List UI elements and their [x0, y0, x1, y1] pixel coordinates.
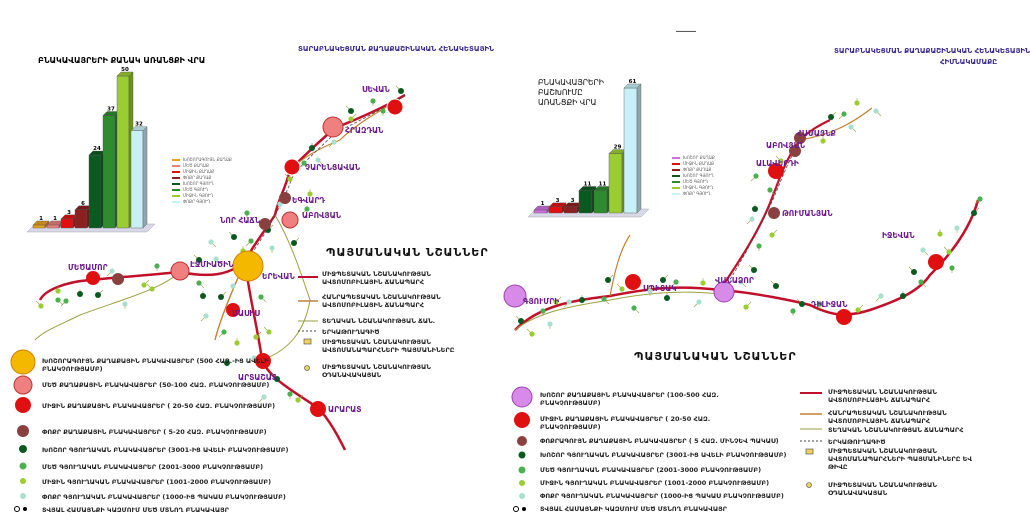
village-marker — [954, 225, 959, 230]
right-line-legend-3: ԵՐԿԱԹՈՒՂԱԳԻԾ — [828, 438, 886, 446]
village-marker — [331, 139, 336, 144]
chart-bar — [609, 150, 626, 213]
chart-value-label: 32 — [135, 121, 143, 128]
right-city-labels — [523, 129, 915, 309]
city-marker-ijevan — [928, 254, 944, 270]
village-marker — [55, 297, 60, 302]
right-line-legend-2: ՏԵՂԱԿԱՆ ՆՇԱՆԱԿՈՒԹՅԱՆ ՃԱՆԱՊԱՐՀ — [828, 426, 964, 434]
right-city-markers — [504, 132, 944, 325]
city-label: ՉԱՐԵՆՑԱՎԱՆ — [305, 163, 361, 172]
chart-bar — [131, 127, 147, 228]
right-legend-item-4: ՄԵԾ ԳՅՈՒՂԱԿԱՆ ԲՆԱԿԱՎԱՅՐԵՐ (2001-3000 ԲՆԱԿՉՈՒԹՅԱՄԲ) — [540, 466, 762, 474]
village-marker — [248, 238, 253, 243]
village-marker — [348, 116, 353, 121]
village-marker — [971, 210, 977, 216]
village-marker — [154, 263, 159, 268]
mini-legend-item: ՄԻՋԻՆ ՔԱՂԱՔ — [172, 169, 232, 175]
village-marker — [946, 249, 951, 254]
village-marker — [398, 88, 404, 94]
village-marker — [749, 216, 754, 221]
village-marker — [949, 265, 954, 270]
right-legend-symbols — [512, 387, 532, 512]
village-marker — [141, 282, 146, 287]
right-map-panel — [500, 0, 1030, 531]
top-mark: ―― — [676, 26, 696, 37]
village-marker — [258, 294, 263, 299]
village-marker — [63, 298, 68, 303]
village-marker — [200, 293, 206, 299]
village-marker — [38, 303, 43, 308]
village-marker — [977, 196, 982, 201]
left-legend-item-6: ՄԻՋԻՆ ԳՅՈՒՂԱԿԱՆ ԲՆԱԿԱՎԱՅՐԵՐ (1001-2000 ԲՆԱԿՉՈՒԹՅԱՄԲ) — [42, 478, 272, 486]
city-marker-charentsavan — [284, 159, 300, 175]
chart-value-label: 1 — [53, 215, 57, 222]
chart-value-label: 11 — [583, 181, 592, 188]
village-marker — [911, 269, 917, 275]
right-chart-title: ԲՆԱԿԱՎԱՅՐԵՐԻ ԲԱՇԽՈՒՄԸ ԱՌԱՆՑՔԻ ՎՐԱ — [538, 78, 604, 107]
chart-bar — [594, 186, 611, 213]
village-marker — [743, 304, 748, 309]
right-legend-item-3: ԽՈՇՈՐ ԳՅՈՒՂԱԿԱՆ ԲՆԱԿԱՎԱՅՐԵՐ (3001-ԻՑ ԱՎԵԼԻ ԲՆԱԿՉՈՒԹՅԱՄԲ) — [540, 451, 787, 459]
village-marker — [579, 297, 585, 303]
village-marker — [348, 108, 354, 114]
village-marker — [196, 280, 201, 285]
right-line-legend-1: ՀԱՆՐԱՊԵՏԱԿԱՆ ՆՇԱՆԱԿՈՒԹՅԱՆ ԱՎՏՈՄՈԲԻԼԱՅԻՆ ՃԱՆԱՊԱՐՀ — [828, 409, 947, 425]
village-marker — [664, 295, 670, 301]
right-legend-item-7: ՏՎՅԱԼ ՀԱՄԱՅՆՔԻ ԿԱԶՄՈՒՄ ՄԵԾ ՄՏՆՈՂ ԲՆԱԿԱՎԱՅՐ — [540, 505, 727, 513]
chart-bar — [564, 203, 581, 213]
village-marker — [848, 124, 853, 129]
village-marker — [55, 288, 60, 293]
city-label: ԱՐՏԱՇԱՏ — [238, 373, 278, 382]
right-chart-mini-legend — [672, 155, 715, 197]
right-header-2: ՀԻՄՆԱԿԱՄԱՔԸ — [940, 58, 998, 66]
village-marker — [230, 283, 235, 288]
village-marker — [208, 239, 213, 244]
village-marker — [790, 308, 795, 313]
city-marker-vanadzor — [714, 282, 734, 302]
city-label: ՄԱՍԻՍ — [232, 309, 260, 318]
village-marker — [751, 267, 757, 273]
village-marker — [605, 277, 611, 283]
village-marker — [753, 173, 758, 178]
mini-legend-item: ԽՈՇՈՐ ՔԱՂԱՔ — [672, 155, 715, 161]
left-legend-item-0: ԽՈՇՈՐԱԳՈՒՅՆ ՔԱՂԱՔԱՅԻՆ ԲՆԱԿԱՎԱՅՐԵՐ (500 ՀԱԶ.-ԻՑ ԱՎԵԼԻ ԲՆԱԿՉՈՒԹՅԱՄԲ) — [42, 357, 269, 373]
left-legend-heading: ՊԱՅՄԱՆԱԿԱՆ ՆՇԱՆՆԵՐ — [326, 246, 489, 259]
village-marker — [291, 240, 297, 246]
mini-legend-item: ՓՈՔՐ ԳՅՈՒՂ — [672, 191, 715, 197]
village-marker — [799, 301, 805, 307]
city-label: ՍՊԻՏԱԿ — [643, 284, 677, 293]
village-marker — [769, 232, 774, 237]
city-label: ԷՋՄԻԱԾԻՆ — [190, 260, 234, 269]
chart-bar — [117, 72, 133, 228]
city-label: ՀՐԱԶԴԱՆ — [345, 126, 384, 135]
city-label: ԴԻԼԻՋԱՆ — [811, 300, 848, 309]
city-marker-spitak — [625, 274, 641, 290]
city-label: ՆՈՐ ՀԱՃՆ — [220, 216, 261, 225]
village-marker — [700, 280, 705, 285]
chart-value-label: 61 — [628, 79, 637, 85]
left-chart-title: ԲՆԱԿԱՎԱՅՐԵՐԻ ՔԱՆԱԿ ԱՌԱՆՑՔԻ ՎՐԱ — [38, 56, 206, 65]
village-marker — [315, 157, 320, 162]
city-label: ԻՋԵՎԱՆ — [882, 231, 915, 240]
right-bar-chart — [528, 79, 649, 217]
village-marker — [756, 243, 761, 248]
chart-value-label: 24 — [93, 146, 101, 153]
city-marker-metsamor — [86, 271, 100, 285]
mini-legend-item: ՄԵԾ ԳՅՈՒՂ — [172, 187, 232, 193]
chart-value-label: 3 — [67, 209, 71, 216]
left-line-legend-1: ՀԱՆՐԱՊԵՏԱԿԱՆ ՆՇԱՆԱԿՈՒԹՅԱՆ ԱՎՏՈՄՈԲԻԼԱՅԻՆ ՃԱՆԱՊԱՐՀ — [322, 293, 441, 309]
city-marker-abovyan — [282, 212, 298, 228]
left-legend-item-8: ՏՎՅԱԼ ՀԱՄԱՅՆՔԻ ԿԱԶՄՈՒՄ ՄԵԾ ՄՏՆՈՂ ԲՆԱԿԱՎԱՅՐ — [42, 506, 229, 514]
city-label: ԱԼԱՎԵՐԴԻ — [756, 159, 799, 168]
village-marker — [820, 138, 825, 143]
mini-legend-item: ՄԵԾ ԳՅՈՒՂ — [672, 179, 715, 185]
village-marker — [269, 245, 274, 250]
village-marker — [631, 305, 636, 310]
city-marker-sevan — [387, 99, 403, 115]
left-legend-item-1: ՄԵԾ ՔԱՂԱՔԱՅԻՆ ԲՆԱԿԱՎԱՅՐԵՐ (50-100 ՀԱԶ. ԲՆԱԿՉՈՒԹՅԱՄԲ) — [42, 381, 270, 389]
city-marker-hrazdan — [323, 117, 343, 137]
left-legend-item-7: ՓՈՔՐ ԳՅՈՒՂԱԿԱՆ ԲՆԱԿԱՎԱՅՐԵՐ (1000-ԻՑ ՊԱԿԱՍ ԲՆԱԿՉՈՒԹՅԱՄԲ) — [42, 493, 286, 501]
chart-value-label: 1 — [39, 215, 43, 222]
chart-bar — [579, 186, 596, 213]
village-marker — [261, 394, 266, 399]
village-marker — [370, 98, 375, 103]
city-marker-dilijan — [836, 309, 852, 325]
village-marker — [203, 313, 208, 318]
left-line-legend-5: ՄԻՋՊԵՏԱԿԱՆ ՆՇԱՆԱԿՈՒԹՅԱՆ ՕԴԱՆԱՎԱԿԱՅԱՆ — [322, 363, 431, 379]
village-marker — [855, 307, 860, 312]
chart-value-label: 3 — [570, 197, 575, 204]
city-label: ԵՐԵՎԱՆ — [262, 272, 295, 281]
right-legend-item-1: ՄԻՋԻՆ ՔԱՂԱՔԱՅԻՆ ԲՆԱԿԱՎԱՅՐԵՐ ( 20-50 ՀԱԶ. ԲՆԱԿՉՈՒԹՅԱՄԲ) — [540, 415, 711, 431]
city-label: ՍԵՎԱՆ — [362, 85, 390, 94]
left-line-legend-3: ԵՐԿԱԹՈՒՂԱԳԻԾ — [322, 328, 380, 336]
right-roads — [515, 108, 978, 330]
village-marker — [231, 234, 237, 240]
city-marker-armavir — [112, 273, 124, 285]
chart-value-label: 29 — [613, 144, 622, 151]
village-marker — [900, 293, 906, 299]
village-marker — [878, 293, 883, 298]
mini-legend-item: ՓՈՔՐ ՔԱՂԱՔ — [672, 167, 715, 173]
village-marker — [149, 286, 154, 291]
right-line-legend-4: ՄԻՋՊԵՏԱԿԱՆ ՆՇԱՆԱԿՈՒԹՅԱՆ ԱՎՏՈՄԱՆԱՊԱՐՀՆԵՐԻ ՊԱՅՄԱՆԻՆԵՐԸ ԵՎ ԹԻՎԸ — [828, 447, 973, 471]
village-marker — [234, 340, 239, 345]
village-marker — [773, 283, 779, 289]
city-marker-tumanyan — [768, 207, 780, 219]
village-marker — [828, 114, 834, 120]
village-marker — [295, 397, 300, 402]
right-line-legend-0: ՄԻՋՊԵՏԱԿԱՆ ՆՇԱՆԱԿՈՒԹՅԱՆ ԱՎՏՈՄՈԲԻԼԱՅԻՆ ՃԱՆԱՊԱՐՀ — [828, 388, 937, 404]
city-label: ԱՐԱՐԱՏ — [328, 405, 362, 414]
left-line-legend-4: ՄԻՋՊԵՏԱԿԱՆ ՆՇԱՆԱԿՈՒԹՅԱՆ ԱՎՏՈՄԱՆԱՊԱՐՀՆԵՐԻ ՊԱՅՄԱՆԻՆԵՐԸ — [322, 338, 455, 354]
mini-legend-item: ՄԻՋԻՆ ԳՅՈՒՂ — [172, 193, 232, 199]
village-marker — [841, 111, 846, 116]
left-header: ՏԱՐԱԲՆԱԿԵՑՄԱՆ ՔԱՂԱՔԱՇԻՆԱԿԱՆ ՀԵՆԱԿԵՏԱՅԻՆ — [298, 45, 495, 53]
village-marker — [518, 318, 524, 324]
village-marker — [752, 206, 758, 212]
village-marker — [287, 391, 292, 396]
city-marker-nor-hachn — [259, 218, 271, 230]
chart-value-label: 6 — [81, 200, 85, 207]
mini-legend-item: ՄԵԾ ՔԱՂԱՔ — [172, 163, 232, 169]
right-legend-item-0: ԽՈՇՈՐ ՔԱՂԱՔԱՅԻՆ ԲՆԱԿԱՎԱՅՐԵՐ (100-500 ՀԱԶ. ԲՆԱԿՉՈՒԹՅԱՄԲ) — [540, 391, 719, 407]
village-marker — [122, 301, 127, 306]
village-marker — [380, 108, 385, 113]
left-line-legend-0: ՄԻՋՊԵՏԱԿԱՆ ՆՇԱՆԱԿՈՒԹՅԱՆ ԱՎՏՈՄՈԲԻԼԱՅԻՆ ՃԱՆԱՊԱՐՀ — [322, 270, 431, 286]
city-label: ԱԲՈՎՅԱՆ — [302, 211, 342, 220]
village-marker — [109, 268, 114, 273]
village-marker — [547, 321, 552, 326]
left-chart-mini-legend — [172, 157, 232, 205]
right-line-legend-symbols — [800, 393, 822, 488]
right-legend-item-2: ՓՈՔՐԱԳՈՒՅՆ ՔԱՂԱՔԱՅԻՆ ԲՆԱԿԱՎԱՅՐԵՐ ( 5 ՀԱԶ. ՄԻՆՉԵՎ ՊԱԿԱՍ) — [540, 437, 779, 445]
chart-bar — [89, 151, 105, 228]
left-map-panel — [0, 0, 500, 531]
chart-value-label: 1 — [540, 201, 545, 207]
right-legend-item-5: ՄԻՋԻՆ ԳՅՈՒՂԱԿԱՆ ԲՆԱԿԱՎԱՅՐԵՐ (1001-2000 ԲՆԱԿՉՈՒԹՅԱՄԲ) — [540, 479, 770, 487]
mini-legend-item: ՓՈՔՐ ԳՅՈՒՂ — [172, 199, 232, 205]
right-header: ՏԱՐԱԲՆԱԿԵՑՄԱՆ ՔԱՂԱՔԱՇԻՆԱԿԱՆ ՀԵՆԱԿԵՏԱՅԻՆ — [834, 47, 1030, 55]
right-village-markers — [516, 98, 983, 337]
city-label: ԵԳՎԱՐԴ — [292, 196, 325, 205]
chart-value-label: 3 — [555, 197, 560, 204]
left-legend-item-5: ՄԵԾ ԳՅՈՒՂԱԿԱՆ ԲՆԱԿԱՎԱՅՐԵՐ (2001-3000 ԲՆԱԿՉՈՒԹՅԱՄԲ) — [42, 463, 264, 471]
village-marker — [77, 291, 83, 297]
city-label: ԳՅՈՒՄՐԻ — [523, 297, 560, 306]
village-marker — [218, 294, 224, 300]
village-marker — [221, 329, 226, 334]
village-marker — [660, 277, 666, 283]
village-marker — [601, 296, 606, 301]
left-legend-item-3: ՓՈՔՐ ՔԱՂԱՔԱՅԻՆ ԲՆԱԿԱՎԱՅՐԵՐ ( 5-20 ՀԱԶ. ԲՆԱԿՉՈՒԹՅԱՄԲ) — [42, 428, 267, 436]
village-marker — [540, 308, 545, 313]
village-marker — [854, 100, 859, 105]
village-marker — [767, 187, 772, 192]
left-line-legend-symbols — [298, 277, 318, 371]
village-marker — [244, 210, 249, 215]
mini-legend-item: ԽՈՇՈՐԱԳՈՒՅՆ ՔԱՂԱՔ — [172, 157, 232, 163]
left-legend-item-4: ԽՈՇՈՐ ԳՅՈՒՂԱԿԱՆ ԲՆԱԿԱՎԱՅՐԵՐ (3001-ԻՑ ԱՎԵԼԻ ԲՆԱԿՉՈՒԹՅԱՄԲ) — [42, 446, 289, 454]
city-label: ՀԱՄԱՅՆՔ — [797, 129, 836, 138]
chart-bar — [61, 215, 77, 228]
village-marker — [696, 299, 701, 304]
city-marker-yeghvard — [279, 192, 291, 204]
left-legend-item-2: ՄԻՋԻՆ ՔԱՂԱՔԱՅԻՆ ԲՆԱԿԱՎԱՅՐԵՐ ( 20-50 ՀԱԶ. ԲՆԱԿՉՈՒԹՅԱՄԲ) — [42, 402, 276, 410]
mini-legend-item: ՓՈՔՐ ՔԱՂԱՔ — [172, 175, 232, 181]
right-legend-item-6: ՓՈՔՐ ԳՅՈՒՂԱԿԱՆ ԲՆԱԿԱՎԱՅՐԵՐ (1000-ԻՑ ՊԱԿԱՍ ԲՆԱԿՉՈՒԹՅԱՄԲ) — [540, 492, 784, 500]
left-line-legend-2: ՏԵՂԱԿԱՆ ՆՇԱՆԱԿՈՒԹՅԱՆ ՃԱՆ. — [322, 317, 436, 325]
chart-value-label: 50 — [121, 67, 129, 73]
left-bar-chart — [27, 67, 155, 232]
chart-value-label: 37 — [107, 106, 115, 113]
city-marker-ejmiatsin — [171, 262, 189, 280]
village-marker — [873, 108, 878, 113]
village-marker — [309, 145, 315, 151]
mini-legend-item: ՄԻՋԻՆ ՔԱՂԱՔ — [672, 161, 715, 167]
city-label: ՄԵԾԱՄՈՐ — [68, 263, 108, 272]
village-marker — [920, 247, 925, 252]
village-marker — [566, 299, 571, 304]
city-label: ԹՈՒՄԱՆՅԱՆ — [782, 209, 833, 218]
left-legend-symbols — [11, 350, 35, 512]
village-marker — [937, 231, 942, 236]
mini-legend-item: ՄԻՋԻՆ ԳՅՈՒՂ — [672, 185, 715, 191]
mini-legend-item: ԽՈՇՈՐ ԳՅՈՒՂ — [172, 181, 232, 187]
city-label: ՎԱՆԱՁՈՐ — [715, 276, 754, 285]
village-marker — [619, 286, 624, 291]
village-marker — [266, 329, 271, 334]
city-marker-yerevan — [233, 251, 263, 281]
right-line-legend-5: ՄԻՋՊԵՏԱԿԱՆ ՆՇԱՆԱԿՈՒԹՅԱՆ ՕԴԱՆԱՎԱԿԱՅԱՆ — [828, 481, 937, 497]
village-marker — [253, 334, 258, 339]
chart-bar — [624, 84, 641, 213]
city-label: ԱԲՈՎՅԱՆ — [766, 141, 806, 150]
chart-value-label: 11 — [598, 181, 607, 188]
village-marker — [918, 279, 923, 284]
chart-bar — [103, 112, 119, 228]
chart-bar — [75, 206, 91, 228]
village-marker — [529, 331, 534, 336]
village-marker — [95, 292, 101, 298]
mini-legend-item: ԽՈՇՈՐ ԳՅՈՒՂ — [672, 173, 715, 179]
chart-bar — [549, 203, 566, 213]
city-marker-ararat — [310, 401, 326, 417]
right-legend-heading: ՊԱՅՄԱՆԱԿԱՆ ՆՇԱՆՆԵՐ — [634, 350, 797, 363]
village-marker — [287, 176, 292, 181]
